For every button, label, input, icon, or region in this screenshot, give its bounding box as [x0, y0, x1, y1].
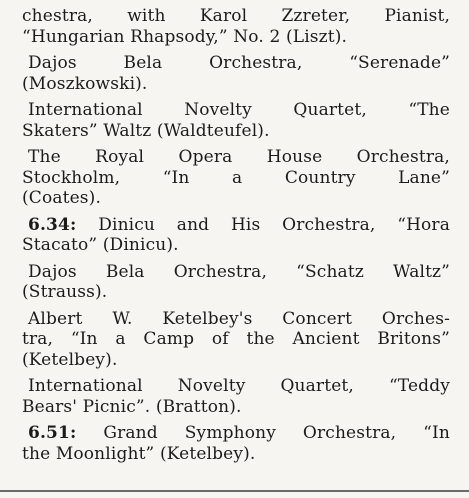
listing-entry — [22, 147, 450, 209]
listing-entry — [22, 262, 450, 303]
entry-line: Dajos Bela Orchestra, “Serenade” — [28, 53, 450, 73]
entry-line: the Moonlight” (Ketelbey). — [22, 443, 256, 464]
entry-line: International Novelty Quartet, “Teddy — [28, 376, 450, 396]
entry-line: Stockholm, “In a Country Lane” — [22, 167, 450, 188]
entry-line: Albert W. Ketelbey's Concert Orches- — [28, 308, 450, 329]
listing-entry — [22, 423, 450, 464]
entry-line: (Coates). — [22, 188, 102, 208]
entry-line: Bears' Picnic”. (Bratton). — [22, 396, 242, 417]
listing-entry — [22, 6, 450, 47]
broadcast-time: 6.34: — [28, 214, 77, 235]
entry-line: chestra, with Karol Zzreter, Pianist, — [22, 6, 450, 26]
listing-entry — [22, 309, 450, 371]
program-listing — [22, 6, 450, 470]
broadcast-time: 6.51: — [28, 423, 77, 443]
entry-line-text: Grand Symphony Orchestra, “In — [103, 423, 450, 443]
entry-line: (Strauss). — [22, 282, 108, 302]
entry-line-text: Dinicu and His Orchestra, “Hora — [98, 214, 450, 235]
column-divider-rule — [0, 490, 469, 492]
entry-line: tra, “In a Camp of the Ancient Britons” — [22, 329, 450, 349]
entry-line: (Ketelbey). — [22, 349, 118, 370]
entry-line: Dajos Bela Orchestra, “Schatz Waltz” — [28, 261, 450, 282]
entry-first-line — [22, 215, 450, 236]
entry-line: Stacato” (Dinicu). — [22, 235, 179, 255]
entry-line: The Royal Opera House Orchestra, — [28, 147, 450, 167]
listing-entry — [22, 53, 450, 94]
entry-line: Skaters” Waltz (Waldteufel). — [22, 120, 270, 141]
listing-entry — [22, 376, 450, 417]
entry-line: “Hungarian Rhapsody,” No. 2 (Liszt). — [22, 26, 348, 47]
entry-first-line — [22, 423, 450, 444]
entry-line: International Novelty Quartet, “The — [28, 100, 450, 120]
listing-entry — [22, 100, 450, 141]
entry-line: (Moszkowski). — [22, 73, 148, 94]
listing-entry — [22, 215, 450, 256]
